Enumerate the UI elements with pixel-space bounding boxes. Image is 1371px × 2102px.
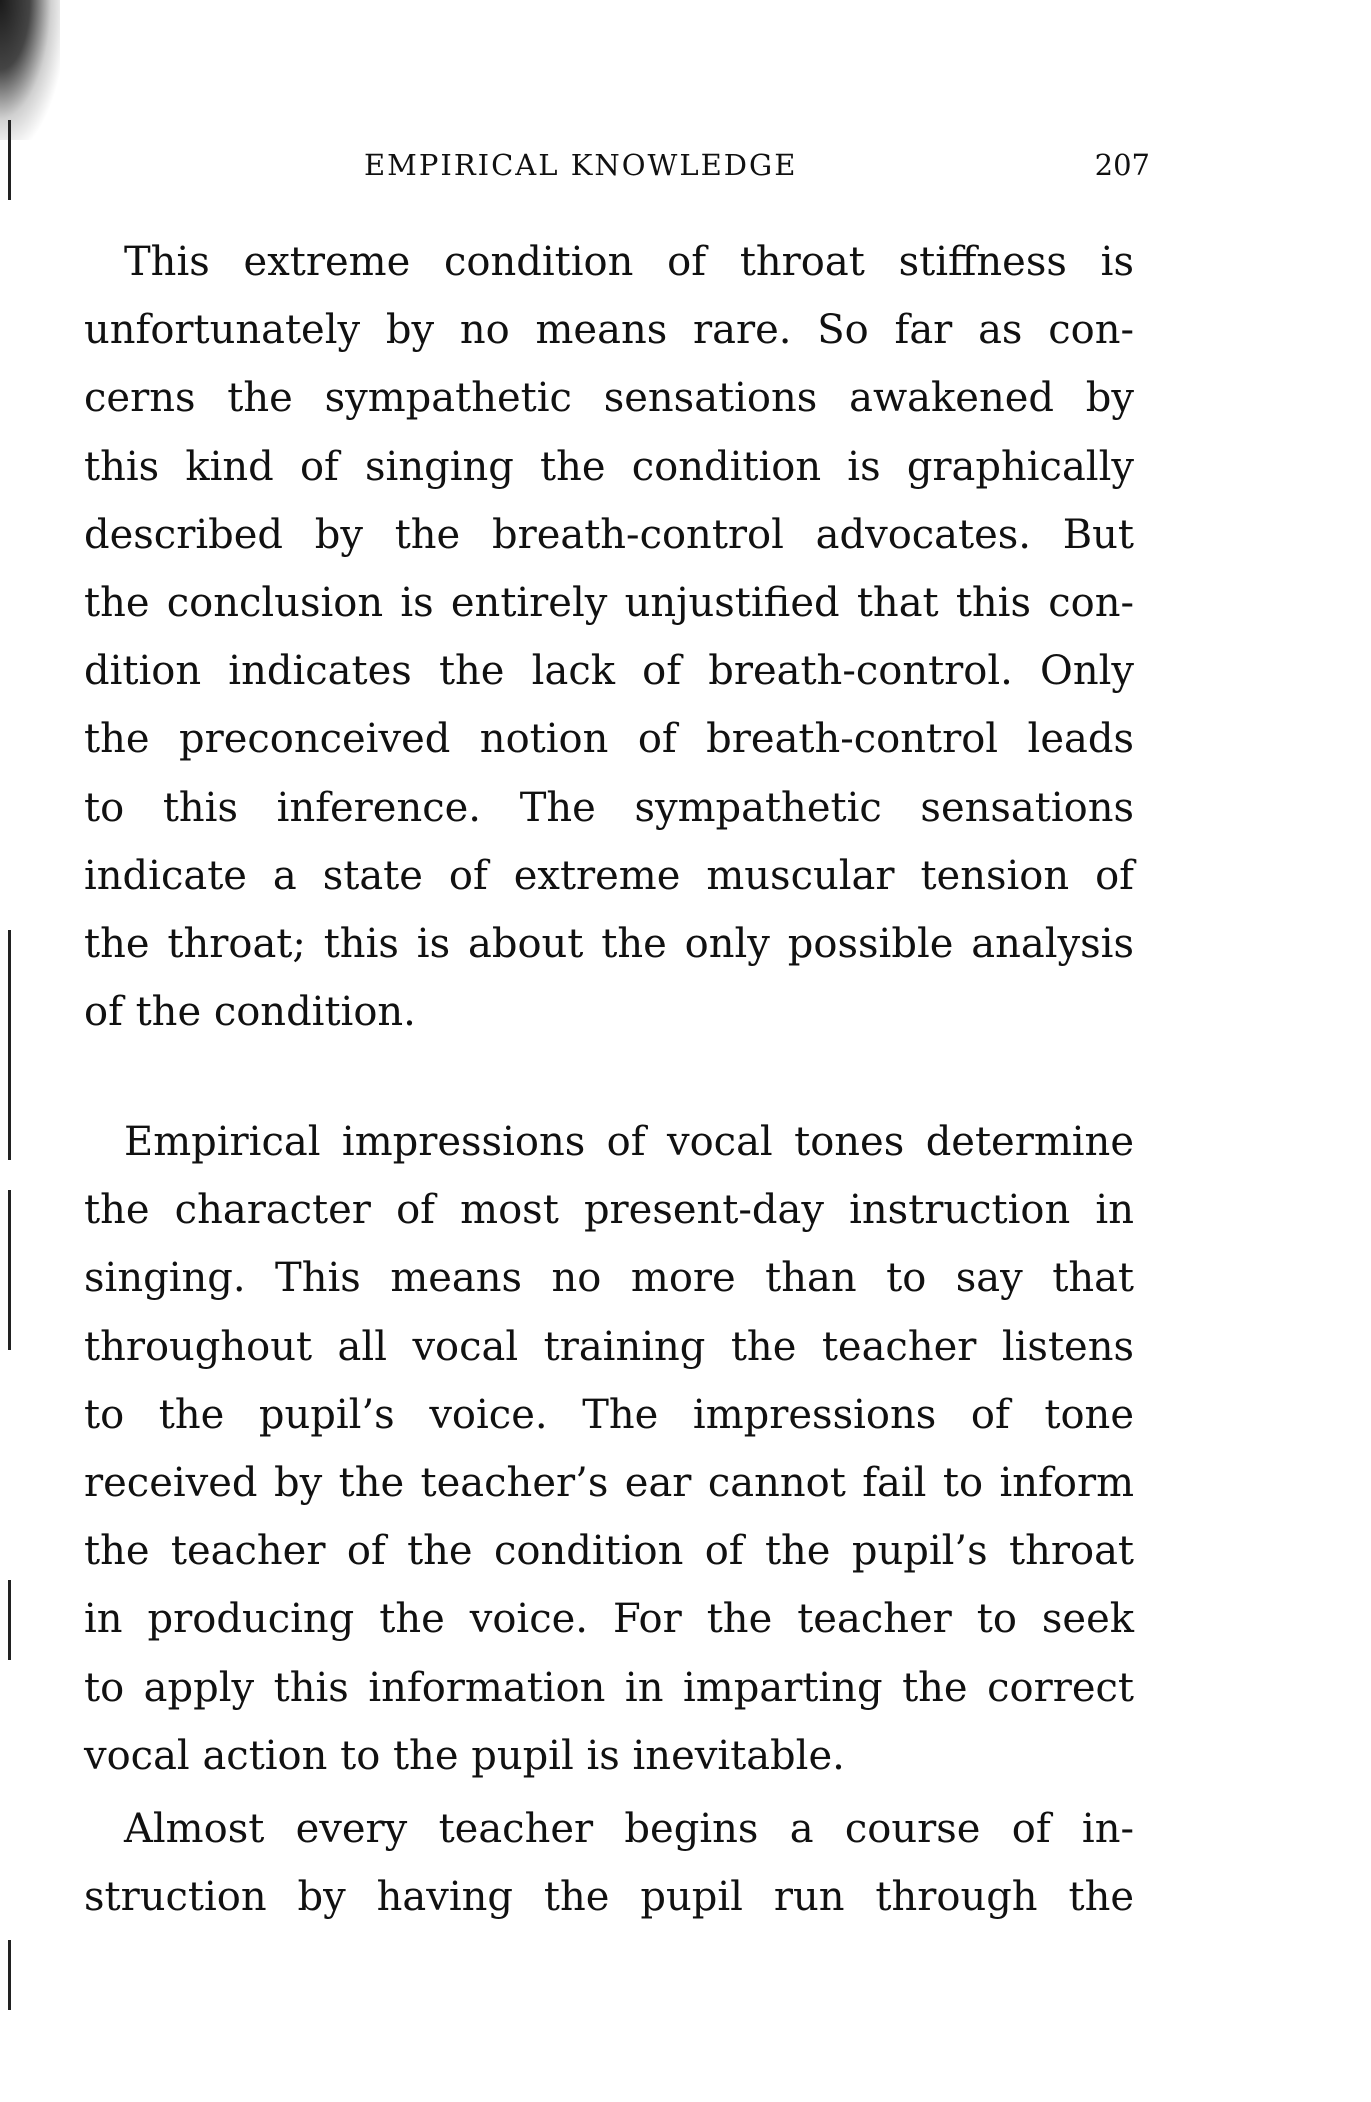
scan-edge-mark (8, 1580, 11, 1660)
text-line: the throat; this is about the only possible analysis (84, 920, 1134, 967)
text-line: throughout all vocal training the teacher listens (84, 1323, 1134, 1370)
text-line: of the condition. (84, 989, 416, 1036)
text-line: cerns the sympathetic sensations awakened by (84, 375, 1134, 422)
running-title: EMPIRICAL KNOWLEDGE (364, 148, 798, 182)
text-line: received by the teacher’s ear cannot fail to inform (84, 1459, 1134, 1506)
text-line: to apply this information in imparting the correct (84, 1664, 1134, 1711)
paragraph (84, 228, 1134, 1046)
text-line: dition indicates the lack of breath-control. Only (84, 648, 1134, 695)
scan-binding-edge (0, 0, 20, 2102)
scan-edge-mark (8, 1940, 11, 2010)
scan-edge-mark (8, 930, 11, 1160)
text-line: to the pupil’s voice. The impressions of tone (84, 1391, 1134, 1438)
scan-corner-shadow (0, 0, 60, 140)
paragraph (84, 1108, 1134, 1790)
text-line: Empirical impressions of vocal tones determine (124, 1119, 1134, 1165)
text-line: to this inference. The sympathetic sensations (84, 784, 1134, 831)
running-head (84, 148, 1150, 188)
text-line: the conclusion is entirely unjustified that this con- (84, 579, 1134, 626)
scan-edge-mark (8, 1190, 11, 1350)
text-line: the preconceived notion of breath-control leads (84, 716, 1134, 763)
text-line: in producing the voice. For the teacher to seek (84, 1596, 1134, 1643)
text-line: This extreme condition of throat stiffness is (124, 239, 1134, 285)
text-line: indicate a state of extreme muscular tension of (84, 852, 1134, 899)
text-line: the teacher of the condition of the pupil’s throat (84, 1528, 1134, 1575)
text-line: vocal action to the pupil is inevitable. (84, 1732, 845, 1779)
text-line: singing. This means no more than to say that (84, 1255, 1134, 1302)
text-line: Almost every teacher begins a course of in- (124, 1806, 1134, 1852)
text-line: struction by having the pupil run through the (84, 1874, 1134, 1921)
text-line: this kind of singing the condition is graphically (84, 443, 1134, 490)
text-line: the character of most present-day instruction in (84, 1187, 1134, 1234)
text-line: described by the breath-control advocates. But (84, 511, 1134, 558)
page-number: 207 (1094, 148, 1150, 182)
text-line: unfortunately by no means rare. So far as con- (84, 307, 1134, 354)
scan-edge-mark (8, 120, 11, 200)
paragraph (84, 1795, 1134, 1931)
